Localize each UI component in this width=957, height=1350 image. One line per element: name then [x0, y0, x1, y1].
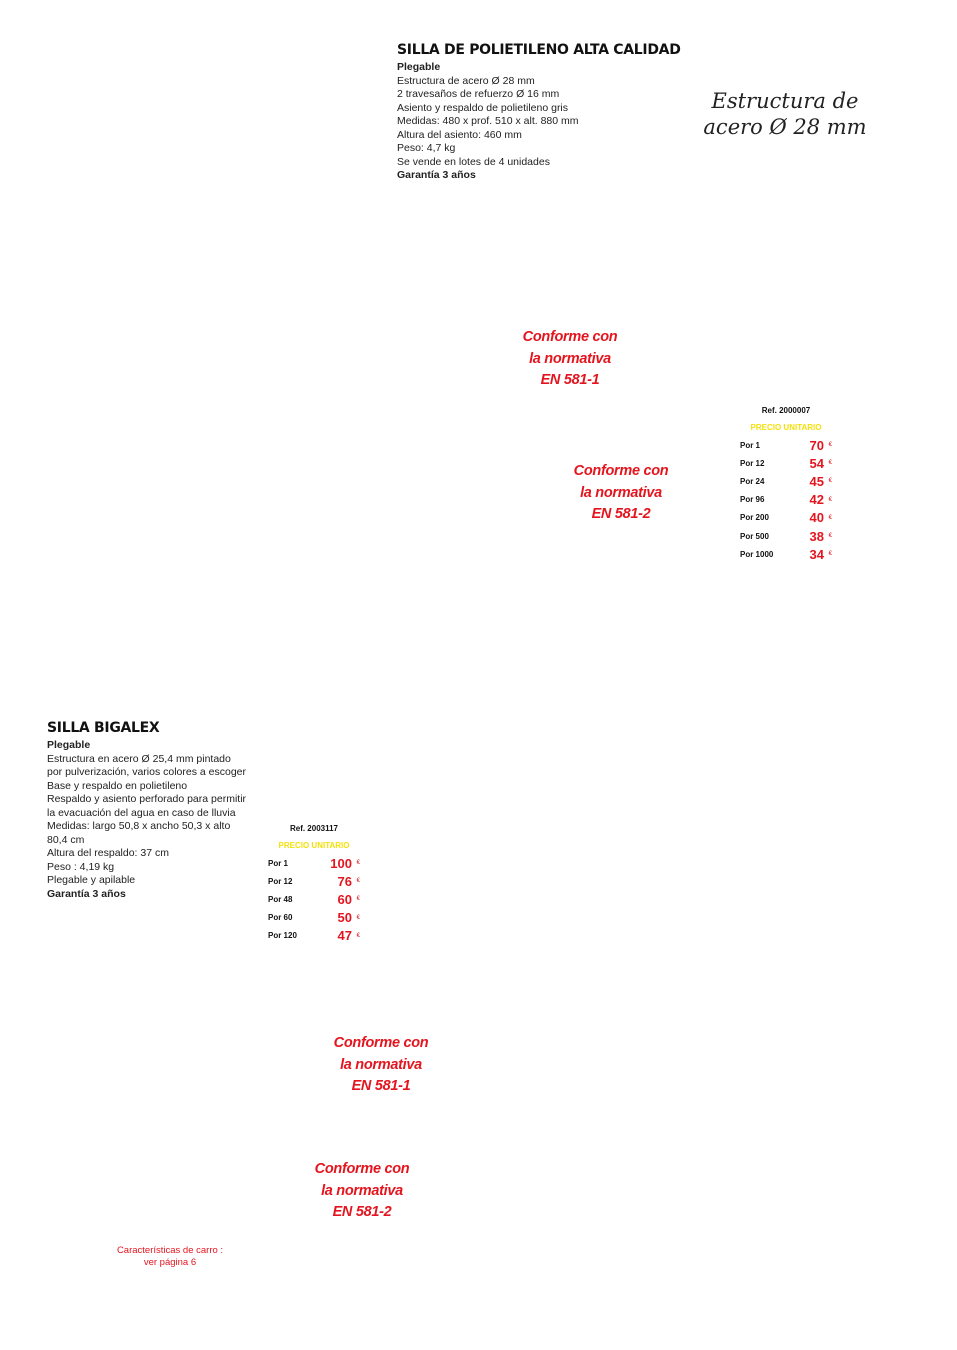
price-row	[268, 872, 360, 890]
spec-line: Asiento y respaldo de polietileno gris	[397, 101, 569, 114]
cart-features-note	[100, 1245, 240, 1269]
price-ref: Ref. 2000007	[761, 406, 811, 415]
euro-symbol: €	[356, 860, 360, 867]
price-qty: Por 60	[268, 913, 293, 923]
product1-price-table	[740, 406, 832, 563]
price-value: 76	[337, 873, 352, 889]
badge-line: Conforme con	[573, 463, 669, 479]
euro-symbol: €	[356, 932, 360, 939]
callout-line: acero Ø 28 mm	[703, 115, 867, 139]
badge-line: la normativa	[529, 350, 611, 367]
price-qty: Por 12	[740, 458, 765, 468]
spec-line: Estructura de acero Ø 28 mm	[397, 74, 535, 87]
price-value: 42	[809, 492, 824, 508]
badge-line: la normativa	[321, 1182, 403, 1199]
euro-symbol: €	[828, 460, 832, 467]
product2-subtitle: Plegable	[47, 739, 91, 751]
badge-line: Conforme con	[314, 1161, 410, 1177]
price-qty: Por 120	[268, 931, 297, 941]
euro-symbol: €	[828, 551, 832, 558]
product1-badge-en581-1	[505, 327, 635, 392]
product2-specs	[47, 739, 247, 901]
badge-line: EN 581-2	[591, 506, 651, 522]
badge-line: la normativa	[340, 1056, 422, 1073]
price-value: 47	[337, 928, 352, 944]
euro-symbol: €	[828, 478, 832, 485]
price-qty: Por 200	[740, 513, 769, 523]
price-row	[740, 454, 832, 472]
euro-symbol: €	[356, 914, 360, 921]
badge-line: la normativa	[580, 484, 662, 501]
price-qty: Por 96	[740, 495, 765, 505]
spec-line: Peso : 4,19 kg	[47, 860, 115, 873]
price-row	[740, 436, 832, 454]
product2-badge-en581-2	[297, 1159, 427, 1224]
product1-specs	[397, 61, 727, 183]
price-qty: Por 1	[268, 858, 289, 868]
product1-warranty: Garantía 3 años	[397, 169, 476, 181]
spec-line: Plegable y apilable	[47, 874, 136, 886]
price-value: 60	[337, 891, 352, 907]
spec-line: Altura del asiento: 460 mm	[397, 128, 522, 141]
price-row	[740, 509, 832, 527]
price-qty: Por 1	[740, 440, 761, 450]
badge-line: EN 581-1	[351, 1078, 411, 1094]
price-row	[740, 491, 832, 509]
price-row	[740, 545, 832, 563]
spec-line: Base y respaldo en polietileno	[47, 779, 188, 792]
euro-symbol: €	[828, 442, 832, 449]
euro-symbol: €	[828, 496, 832, 503]
product1-subtitle: Plegable	[397, 61, 441, 73]
euro-symbol: €	[356, 878, 360, 885]
product1-badge-en581-2	[556, 461, 686, 526]
price-qty: Por 12	[268, 876, 293, 886]
spec-line: 2 travesaños de refuerzo Ø 16 mm	[397, 88, 560, 100]
spec-line: Respaldo y asiento perforado para permitir la evacuación del agua en caso de lluvia	[47, 793, 247, 819]
price-header: PRECIO UNITARIO	[750, 423, 822, 432]
price-row	[268, 909, 360, 927]
product1-title: SILLA DE POLIETILENO ALTA CALIDAD	[397, 42, 681, 58]
product2-warranty: Garantía 3 años	[47, 887, 126, 900]
euro-symbol: €	[356, 896, 360, 903]
euro-symbol: €	[828, 514, 832, 521]
badge-line: Conforme con	[522, 329, 618, 345]
spec-line: Altura del respaldo: 37 cm	[47, 847, 169, 859]
price-row	[268, 927, 360, 945]
price-qty: Por 1000	[740, 549, 774, 559]
price-value: 45	[809, 473, 824, 489]
price-row	[268, 854, 360, 872]
price-qty: Por 500	[740, 531, 769, 541]
badge-line: Conforme con	[333, 1035, 429, 1051]
spec-line: Medidas: largo 50,8 x ancho 50,3 x alto 80,4 cm	[47, 820, 231, 846]
note-line: Características de carro :	[116, 1245, 224, 1256]
spec-line: Peso: 4,7 kg	[397, 142, 456, 154]
badge-line: EN 581-2	[332, 1204, 392, 1220]
price-row	[740, 527, 832, 545]
price-value: 50	[337, 910, 352, 926]
price-row	[268, 890, 360, 908]
spec-line: Estructura en acero Ø 25,4 mm pintado por pulverización, varios colores a escoger	[47, 752, 247, 778]
price-qty: Por 48	[268, 894, 293, 904]
price-row	[740, 472, 832, 490]
price-qty: Por 24	[740, 476, 765, 486]
product2-title: SILLA BIGALEX	[47, 720, 160, 736]
product2-block	[47, 720, 247, 901]
price-value: 40	[809, 510, 824, 526]
badge-line: EN 581-1	[540, 372, 600, 388]
product1-callout	[690, 88, 880, 140]
spec-line: Medidas: 480 x prof. 510 x alt. 880 mm	[397, 115, 579, 127]
price-value: 70	[809, 437, 824, 453]
product1-block	[397, 42, 727, 183]
callout-line: Estructura de	[711, 89, 859, 113]
price-value: 100	[330, 855, 352, 871]
spec-line: Se vende en lotes de 4 unidades	[397, 155, 550, 168]
price-header: PRECIO UNITARIO	[278, 841, 350, 850]
product2-price-table	[268, 824, 360, 945]
product2-badge-en581-1	[316, 1033, 446, 1098]
price-value: 38	[809, 528, 824, 544]
price-value: 54	[809, 455, 824, 471]
euro-symbol: €	[828, 533, 832, 540]
note-line: ver página 6	[143, 1257, 197, 1268]
price-ref: Ref. 2003117	[289, 824, 339, 833]
price-value: 34	[809, 546, 824, 562]
